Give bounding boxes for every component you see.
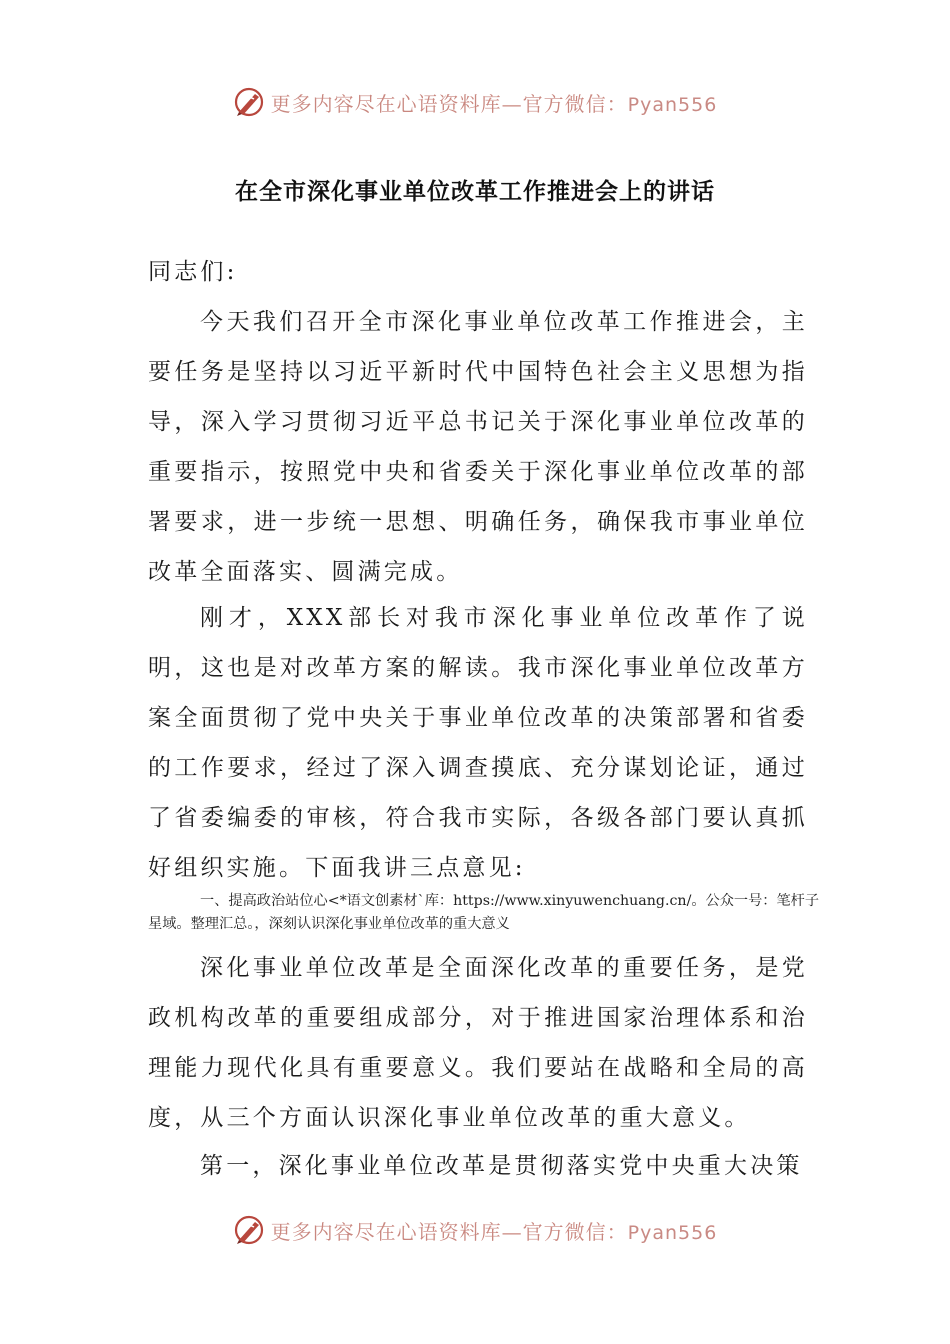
footer-banner xyxy=(0,1210,950,1250)
pen-logo-icon xyxy=(233,86,265,118)
document-title: 在全市深化事业单位改革工作推进会上的讲话 xyxy=(235,178,715,205)
banner-slogan: 更多内容尽在心语资料库 xyxy=(270,91,502,116)
banner-wechat-label: 官方微信： xyxy=(522,1219,628,1244)
greeting: 同志们: xyxy=(148,259,238,285)
banner-text xyxy=(271,88,718,117)
banner-wechat-label: 官方微信： xyxy=(522,91,628,116)
paragraph-intro: 今天我们召开全市深化事业单位改革工作推进会，主要任务是坚持以习近平新时代中国特色社会主义思想为指导，深入学习贯彻习近平总书记关于深化事业单位改革的重要指示，按照党中央和省委关于深化事业单位改革的部署要求，进一步统一思想、明确任务，确保我市事业单位改革全面落实、圆满完成。 xyxy=(148,309,808,585)
banner-text xyxy=(271,1216,718,1245)
header-banner xyxy=(0,82,950,122)
paragraph-first-point: 第一，深化事业单位改革是贯彻落实党中央重大决策 xyxy=(200,1153,803,1179)
banner-separator: — xyxy=(501,91,523,116)
pen-logo-icon xyxy=(233,1214,265,1246)
banner-slogan: 更多内容尽在心语资料库 xyxy=(270,1219,502,1244)
banner-separator: — xyxy=(501,1219,523,1244)
banner-wechat-id: Pyan556 xyxy=(627,1221,718,1244)
paragraph-significance: 深化事业单位改革是全面深化改革的重要任务，是党政机构改革的重要组成部分，对于推进国家治理体系和治理能力现代化具有重要意义。我们要站在战略和全局的高度，从三个方面认识深化事业单位改革的重大意义。 xyxy=(148,955,808,1131)
section-heading: 一、提高政治站位心<*语文创素材`库：https://www.xinyuwenchuang.cn/。公众一号：笔杆子星域。整理汇总。，深刻认识深化事业单位改革的重大意义 xyxy=(148,893,820,932)
banner-wechat-id: Pyan556 xyxy=(627,93,718,116)
paragraph-explanation: 刚才，XXX部长对我市深化事业单位改革作了说明，这也是对改革方案的解读。我市深化事业单位改革方案全面贯彻了党中央关于事业单位改革的决策部署和省委的工作要求，经过了深入调查摸底、充分谋划论证，通过了省委编委的审核，符合我市实际，各级各部门要认真抓好组织实施。下面我讲三点意见: xyxy=(148,605,808,881)
